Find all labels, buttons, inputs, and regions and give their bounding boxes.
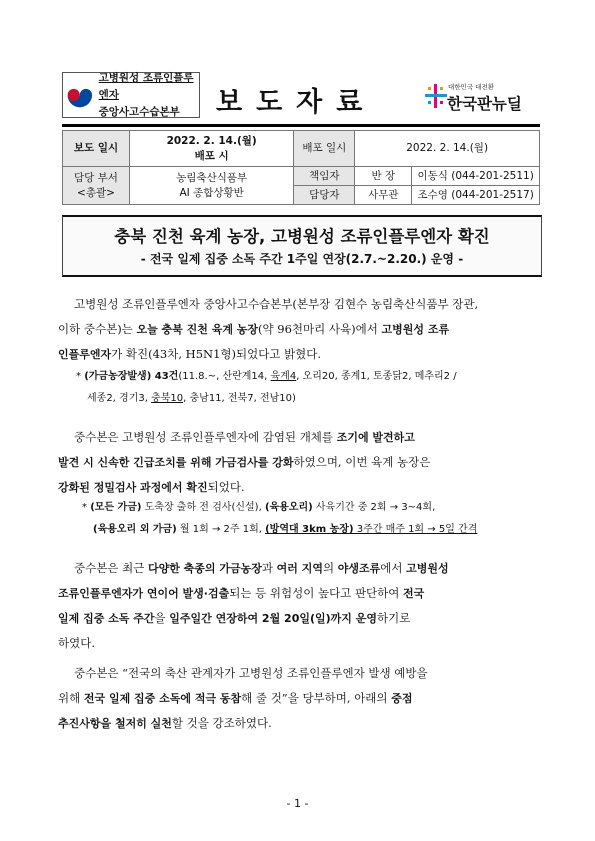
- footnote-1: * (가금농장발생) 43건(11.8.~, 산란계14, 육계4, 오리20, 종계1, 토종닭2, 메추리2 / 세종2, 경기3, 충북10, 충남11, 전북7, 전남10): [76, 371, 457, 404]
- org-name-line1: 고병원성 조류인플루엔자: [98, 71, 194, 101]
- staff-title: 사무관: [355, 186, 412, 205]
- responsible-title: 반 장: [355, 167, 412, 186]
- release-info-table: [62, 130, 540, 205]
- distribute-label: 배포 일시: [294, 131, 355, 167]
- paragraph-4: 중수본은 “전국의 축산 관계자가 고병원성 조류인플루엔자 발생 예방을 위해 전국 일제 집중 소독에 적극 동참해 줄 것”을 당부하며, 아래의 중점 추진사항을 철저히 실천할 것을 강조하였다.: [58, 666, 428, 730]
- sub-headline: - 전국 일제 집중 소독 주간 1주일 연장(2.7.~2.20.) 운영 -: [140, 252, 464, 266]
- footnote-2: * (모든 가금) 도축장 출하 전 검사(신설), (육용오리) 사육기간 중 2회 → 3~4회, (육용오리 외 가금) 월 1회 → 2주 1회, (방역대 3km 농장) 3주간 매주 1회 → 5일 간격: [82, 502, 478, 535]
- release-value: 2022. 2. 14.(월) 배포 시: [130, 131, 294, 167]
- korean-new-deal-logo: [425, 78, 535, 114]
- responsible-name: 이동식 (044-201-2511): [412, 167, 540, 186]
- paragraph-2: 중수본은 고병원성 조류인플루엔자에 감염된 개체를 조기에 발견하고 발견 시 신속한 긴급조치를 위해 가금검사를 강화하였으며, 이번 육계 농장은 강화된 정밀검사 과정에서 확진되었다.: [58, 430, 431, 494]
- government-emblem-icon: [65, 78, 95, 112]
- new-deal-mark-icon: [425, 84, 447, 108]
- headline: 충북 진천 육계 농장, 고병원성 조류인플루엔자 확진: [114, 227, 490, 246]
- paragraph-1: 고병원성 조류인플루엔자 중앙사고수습본부(본부장 김현수 농림축산식품부 장관, 이하 중수본)는 오늘 충북 진천 육계 농장(약 96천마리 사육)에서 고병원성 조류 인플루엔자가 확진(43차, H5N1형)되었다고 밝혔다.: [58, 297, 479, 361]
- paragraph-3: 중수본은 최근 다양한 축종의 가금농장과 여러 지역의 야생조류에서 고병원성 조류인플루엔자가 연이어 발생·검출되는 등 위험성이 높다고 판단하여 전국 일제 집중 소독 주간을 일주일간 연장하여 2월 20일(일)까지 운영하기로 하였다.: [58, 561, 449, 650]
- responsible-label: 책임자: [294, 167, 355, 186]
- staff-label: 담당자: [294, 186, 355, 205]
- logo-slogan: 대한민국 대전환: [448, 83, 495, 91]
- distribute-value: 2022. 2. 14.(월): [355, 131, 540, 167]
- dept-label: 담당 부서 <총괄>: [63, 167, 130, 205]
- release-label: 보도 일시: [63, 131, 130, 167]
- dept-value: 농림축산식품부 AI 종합상황반: [130, 167, 294, 205]
- header-divider: [62, 124, 540, 127]
- logo-name: 한국판뉴딜: [447, 95, 522, 113]
- document-type-title: 보도자료: [216, 87, 377, 118]
- page-number: - 1 -: [286, 797, 309, 810]
- headline-box: [62, 215, 542, 277]
- org-name-line2: 중앙사고수습본부: [98, 105, 180, 118]
- staff-name: 조수영 (044-201-2517): [412, 186, 540, 205]
- ministry-header-box: [62, 72, 200, 118]
